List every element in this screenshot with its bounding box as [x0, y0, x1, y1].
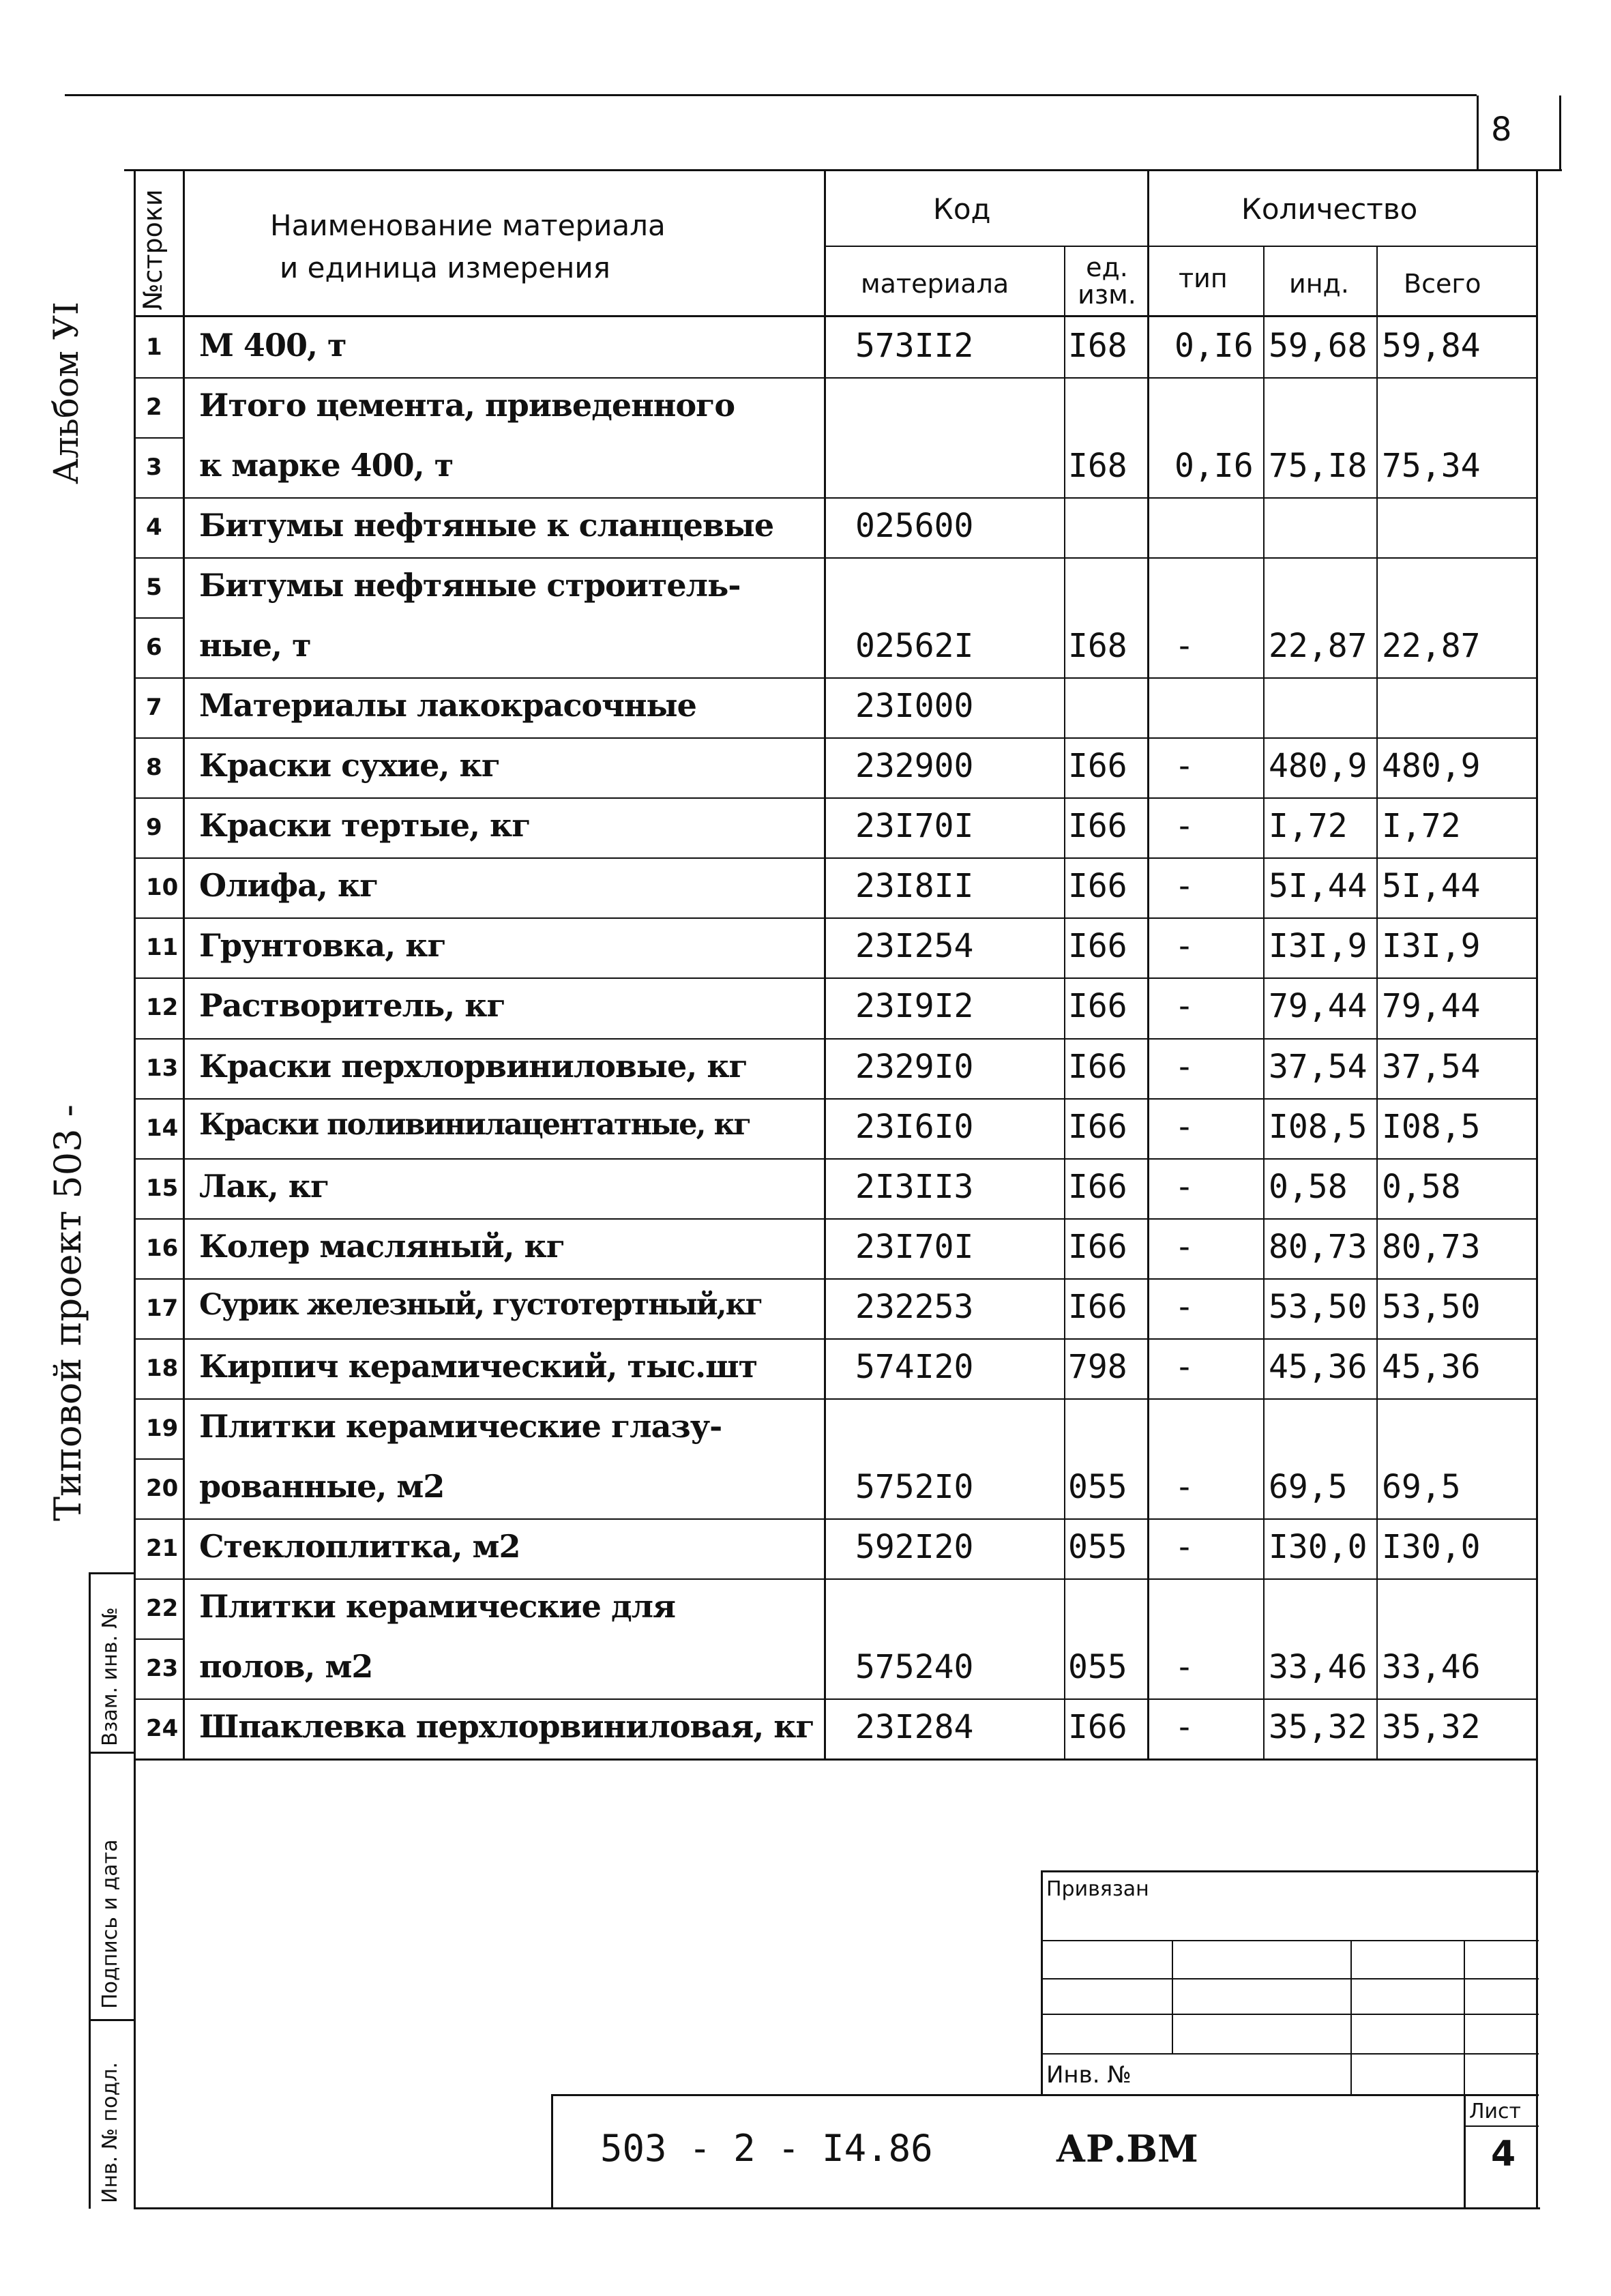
row-number: 18	[146, 1355, 179, 1382]
cell-unit: I66	[1068, 747, 1127, 785]
cell-total: 0,58	[1382, 1168, 1461, 1206]
row-divider	[134, 857, 1536, 859]
col-header-unit: ед. изм.	[1078, 252, 1136, 310]
stamp-sheet-label: Лист	[1469, 2100, 1522, 2123]
stamp-privyazan: Привязан	[1046, 1877, 1149, 1901]
cell-code: 23I254	[855, 927, 974, 965]
cell-total: 80,73	[1382, 1228, 1481, 1266]
cell-unit: I68	[1068, 327, 1127, 365]
col-sep-code	[824, 169, 826, 1758]
cell-name: Колер масляный, кг	[199, 1228, 565, 1265]
stamp-doc-code: АР.ВМ	[1056, 2127, 1198, 2170]
table-body-bottom	[134, 1758, 1536, 1761]
cell-total: 59,84	[1382, 327, 1481, 365]
cell-total: 22,87	[1382, 627, 1481, 665]
sidebox-inv: Инв. № подл.	[98, 2062, 122, 2203]
cell-ind: I08,5	[1269, 1108, 1368, 1146]
col-sep-unit	[1064, 246, 1065, 1758]
row-number: 9	[146, 814, 162, 841]
row-divider	[134, 677, 1536, 679]
stamp-sheet-left	[1464, 2094, 1466, 2209]
row-number: 20	[146, 1475, 179, 1502]
cell-total: 480,9	[1382, 747, 1481, 785]
group-header-code: Код	[933, 192, 991, 226]
cell-code: 23I9I2	[855, 987, 974, 1025]
row-divider	[134, 1338, 1536, 1340]
cell-ind: I3I,9	[1269, 927, 1368, 965]
col-header-material: материала	[861, 269, 1009, 299]
cell-name: к марке 400, т	[199, 447, 454, 484]
row-number: 7	[146, 694, 162, 721]
cell-tip: -	[1174, 927, 1194, 965]
row-divider	[134, 1638, 183, 1640]
cell-name: Кирпич керамический, тыс.шт	[199, 1348, 758, 1385]
row-number: 13	[146, 1055, 179, 1082]
row-divider	[134, 617, 183, 619]
row-divider	[134, 377, 1536, 379]
row-divider	[134, 797, 1536, 799]
stamp-sheet-mid	[1464, 2125, 1539, 2127]
cell-tip: -	[1174, 1528, 1194, 1566]
sidebox-div2	[89, 2019, 135, 2021]
cell-tip: 0,I6	[1174, 447, 1254, 485]
cell-unit: I68	[1068, 447, 1127, 485]
cell-name: Краски тертые, кг	[199, 807, 531, 844]
stamp-inv-no: Инв. №	[1046, 2061, 1132, 2089]
cell-ind: 79,44	[1269, 987, 1368, 1025]
cell-ind: I30,0	[1269, 1528, 1368, 1566]
cell-total: I3I,9	[1382, 927, 1481, 965]
row-divider	[134, 1218, 1536, 1220]
cell-tip: -	[1174, 1288, 1194, 1326]
cell-name: Лак, кг	[199, 1168, 329, 1205]
cell-name: Стеклоплитка, м2	[199, 1528, 520, 1565]
cell-name: Плитки керамические для	[199, 1588, 676, 1625]
stamp-left-upper	[1041, 1870, 1043, 2095]
row-divider	[134, 1578, 1536, 1580]
row-number: 19	[146, 1415, 179, 1442]
cell-ind: 59,68	[1269, 327, 1368, 365]
cell-ind: 33,46	[1269, 1648, 1368, 1686]
cell-unit: 055	[1068, 1468, 1127, 1506]
col-header-row: №строки	[138, 189, 168, 310]
cell-total: 35,32	[1382, 1708, 1481, 1746]
cell-code: 23I70I	[855, 807, 974, 845]
row-divider	[134, 1518, 1536, 1520]
cell-unit: 055	[1068, 1648, 1127, 1686]
cell-name: Шпаклевка перхлорвиниловая, кг	[199, 1708, 814, 1745]
cell-code: 5752I0	[855, 1468, 974, 1506]
cell-total: 37,54	[1382, 1048, 1481, 1086]
cell-code: 573II2	[855, 327, 974, 365]
cell-unit: I68	[1068, 627, 1127, 665]
cell-unit: I66	[1068, 1048, 1127, 1086]
sheet-box-left	[1477, 95, 1479, 171]
cell-total: 5I,44	[1382, 867, 1481, 905]
row-number: 22	[146, 1595, 179, 1622]
row-number: 16	[146, 1235, 179, 1262]
row-number: 3	[146, 454, 162, 481]
col-header-total: Всего	[1404, 269, 1481, 299]
cell-ind: I,72	[1269, 807, 1348, 845]
cell-name: Растворитель, кг	[199, 987, 505, 1024]
col-header-ind: инд.	[1289, 269, 1349, 299]
cell-tip: 0,I6	[1174, 327, 1254, 365]
cell-ind: 22,87	[1269, 627, 1368, 665]
row-divider	[134, 1278, 1536, 1280]
cell-ind: 35,32	[1269, 1708, 1368, 1746]
row-number: 11	[146, 934, 179, 961]
frame-bottom	[134, 2207, 1540, 2209]
row-divider	[134, 737, 1536, 739]
cell-total: 79,44	[1382, 987, 1481, 1025]
cell-unit: I66	[1068, 927, 1127, 965]
cell-tip: -	[1174, 867, 1194, 905]
sidebox-vzam: Взам. инв. №	[98, 1607, 122, 1746]
stamp-vcol2	[1350, 1940, 1352, 2095]
row-number: 2	[146, 394, 162, 421]
cell-code: 574I20	[855, 1348, 974, 1386]
cell-unit: I66	[1068, 807, 1127, 845]
cell-tip: -	[1174, 1348, 1194, 1386]
cell-ind: 75,I8	[1269, 447, 1368, 485]
row-divider	[134, 1158, 1536, 1160]
cell-tip: -	[1174, 1708, 1194, 1746]
cell-name: М 400, т	[199, 327, 346, 364]
row-divider	[134, 1398, 1536, 1400]
album-label: Альбом УI	[46, 301, 86, 484]
cell-tip: -	[1174, 1168, 1194, 1206]
cell-name: Сурик железный, густотертный,кг	[199, 1288, 762, 1322]
stamp-vcol3	[1464, 1940, 1465, 2095]
cell-code: 23I70I	[855, 1228, 974, 1266]
cell-name: Плитки керамические глазу-	[199, 1408, 722, 1445]
cell-tip: -	[1174, 987, 1194, 1025]
stamp-sheet-value: 4	[1491, 2134, 1516, 2175]
sidebox-podpis: Подпись и дата	[98, 1839, 122, 2009]
cell-unit: I66	[1068, 1708, 1127, 1746]
cell-tip: -	[1174, 1228, 1194, 1266]
cell-name: ные, т	[199, 627, 311, 664]
cell-tip: -	[1174, 1648, 1194, 1686]
col-sep-qty	[1147, 169, 1149, 1758]
frame-right	[1536, 169, 1538, 2209]
cell-code: 23I6I0	[855, 1108, 974, 1146]
cell-ind: 53,50	[1269, 1288, 1368, 1326]
col-sep-total	[1376, 246, 1378, 1758]
col-header-name-1: Наименование материала	[270, 209, 666, 242]
sidebox-top	[89, 1572, 135, 1574]
cell-code: 592I20	[855, 1528, 974, 1566]
row-divider	[134, 1698, 1536, 1700]
row-divider	[134, 437, 183, 439]
row-divider	[134, 977, 1536, 979]
col-header-name-2: и единица измерения	[280, 251, 610, 284]
cell-ind: 0,58	[1269, 1168, 1348, 1206]
row-number: 14	[146, 1115, 179, 1142]
sidebox-left	[89, 1572, 91, 2209]
cell-name: полов, м2	[199, 1648, 373, 1685]
row-divider	[134, 497, 1536, 499]
sheet-box-right	[1559, 95, 1561, 171]
table-header-bottom	[134, 315, 1536, 317]
group-header-qty: Количество	[1241, 192, 1418, 226]
cell-unit: 055	[1068, 1528, 1127, 1566]
cell-unit: I66	[1068, 1228, 1127, 1266]
cell-name: Грунтовка, кг	[199, 927, 446, 964]
cell-tip: -	[1174, 1108, 1194, 1146]
row-number: 6	[146, 634, 162, 661]
row-number: 8	[146, 754, 162, 781]
sidebox-div1	[89, 1752, 135, 1754]
cell-code: 2329I0	[855, 1048, 974, 1086]
cell-name: рованные, м2	[199, 1468, 445, 1505]
row-number: 4	[146, 514, 162, 541]
row-number: 21	[146, 1535, 179, 1562]
stamp-main-left	[551, 2094, 553, 2209]
cell-code: 02562I	[855, 627, 974, 665]
top-rule	[65, 94, 1477, 96]
cell-unit: I66	[1068, 867, 1127, 905]
cell-total: 75,34	[1382, 447, 1481, 485]
col-sep-ind	[1263, 246, 1265, 1758]
cell-total: 69,5	[1382, 1468, 1461, 1506]
cell-code: 2I3II3	[855, 1168, 974, 1206]
cell-name: Битумы нефтяные к сланцевые	[199, 507, 774, 544]
cell-name: Краски поливинилацентатные, кг	[199, 1108, 750, 1142]
cell-code: 23I284	[855, 1708, 974, 1746]
col-header-tip: тип	[1179, 263, 1228, 293]
cell-total: I30,0	[1382, 1528, 1481, 1566]
cell-unit: 798	[1068, 1348, 1127, 1386]
cell-name: Краски сухие, кг	[199, 747, 500, 784]
row-divider	[134, 1098, 1536, 1100]
stamp-designation: 503 - 2 - I4.86	[600, 2127, 933, 2170]
row-number: 17	[146, 1295, 179, 1322]
row-number: 23	[146, 1655, 179, 1682]
cell-name: Итого цемента, приведенного	[199, 387, 735, 424]
cell-name: Материалы лакокрасочные	[199, 687, 696, 724]
cell-name: Краски перхлорвиниловые, кг	[199, 1048, 748, 1085]
cell-unit: I66	[1068, 1288, 1127, 1326]
cell-total: 53,50	[1382, 1288, 1481, 1326]
cell-code: 025600	[855, 507, 974, 545]
cell-ind: 5I,44	[1269, 867, 1368, 905]
row-divider	[134, 917, 1536, 919]
row-number: 15	[146, 1175, 179, 1202]
header-midline	[824, 246, 1536, 247]
cell-total: I,72	[1382, 807, 1461, 845]
cell-total: 45,36	[1382, 1348, 1481, 1386]
row-divider	[134, 557, 1536, 559]
cell-ind: 80,73	[1269, 1228, 1368, 1266]
cell-ind: 37,54	[1269, 1048, 1368, 1086]
cell-ind: 69,5	[1269, 1468, 1348, 1506]
stamp-top	[1041, 1870, 1539, 1872]
cell-code: 232253	[855, 1288, 974, 1326]
row-number: 24	[146, 1715, 179, 1742]
cell-code: 575240	[855, 1648, 974, 1686]
cell-ind: 45,36	[1269, 1348, 1368, 1386]
cell-name: Битумы нефтяные строитель-	[199, 567, 741, 604]
row-number: 12	[146, 994, 179, 1021]
row-number: 5	[146, 574, 162, 601]
cell-total: I08,5	[1382, 1108, 1481, 1146]
frame-left	[134, 169, 136, 2209]
cell-tip: -	[1174, 807, 1194, 845]
cell-tip: -	[1174, 1468, 1194, 1506]
project-label: Типовой проект 503 -	[46, 1104, 89, 1521]
cell-tip: -	[1174, 627, 1194, 665]
cell-code: 23I8II	[855, 867, 974, 905]
cell-code: 23I000	[855, 687, 974, 725]
row-divider	[134, 1458, 183, 1460]
cell-code: 232900	[855, 747, 974, 785]
table-top	[124, 169, 1562, 171]
cell-unit: I66	[1068, 987, 1127, 1025]
cell-unit: I66	[1068, 1168, 1127, 1206]
cell-total: 33,46	[1382, 1648, 1481, 1686]
row-divider	[134, 1038, 1536, 1040]
cell-tip: -	[1174, 747, 1194, 785]
cell-unit: I66	[1068, 1108, 1127, 1146]
stamp-main-top	[551, 2094, 1539, 2096]
sheet-number: 8	[1491, 111, 1512, 149]
row-number: 10	[146, 874, 179, 901]
cell-name: Олифа, кг	[199, 867, 379, 904]
cell-tip: -	[1174, 1048, 1194, 1086]
row-number: 1	[146, 334, 162, 361]
col-sep-name	[183, 169, 185, 1758]
cell-ind: 480,9	[1269, 747, 1368, 785]
stamp-vcol1	[1172, 1940, 1173, 2053]
